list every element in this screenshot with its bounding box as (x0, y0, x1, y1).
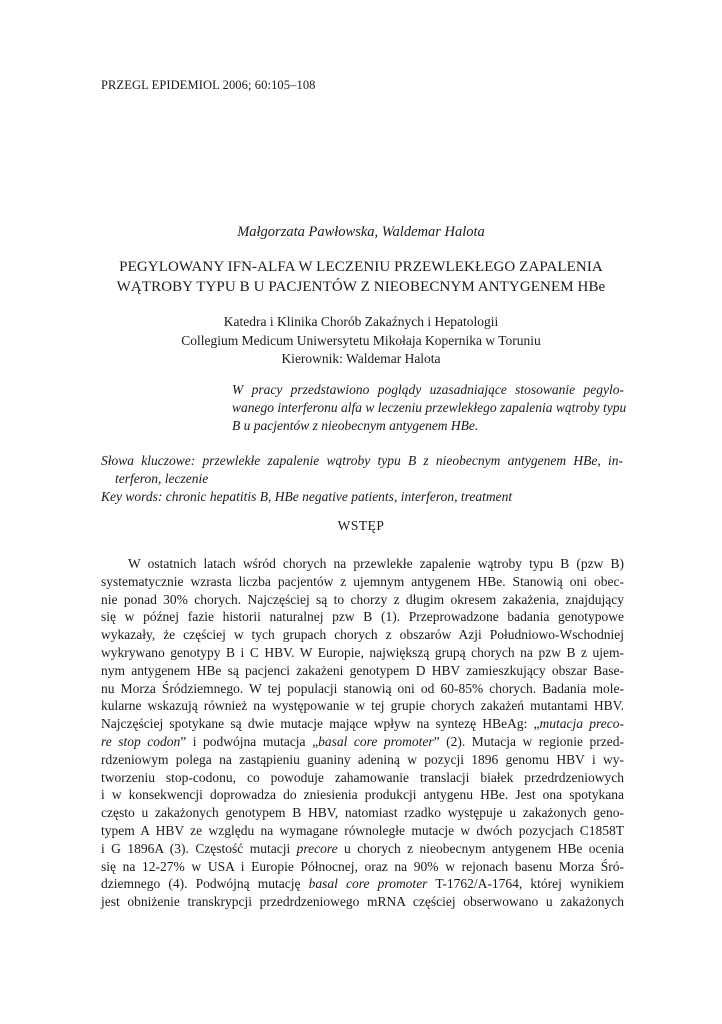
body-line (101, 875, 624, 893)
body-line: typem A HBV ze względu na wymagane równoległe mutacje w dwóch pozycjach C1858T (101, 822, 624, 838)
body-line: systematycznie wzrasta liczba pacjentów z ujemnym antygenem HBe. Stanowią oni obec- (101, 573, 624, 589)
body-text-run: dziemnego (4). Podwójną mutację (101, 876, 309, 892)
body-line: W ostatnich latach wśród chorych na przewlekłe zapalenie wątroby typu B (pzw B) (128, 556, 624, 571)
title-line-2: WĄTROBY TYPU B U PACJENTÓW Z NIEOBECNYM ANTYGENEM HBe (116, 279, 606, 295)
keywords-english: Key words: chronic hepatitis B, HBe negative patients, interferon, treatment (101, 489, 513, 504)
title-line-1: PEGYLOWANY IFN-ALFA W LECZENIU PRZEWLEKŁEGO ZAPALENIA (119, 259, 603, 275)
italic-term: precore (296, 840, 338, 856)
body-line: nu Morza Śródziemnego. W tej populacji stanowią oni od 60-85% chorych. Badania mole- (101, 680, 624, 696)
abstract-line: W pracy przedstawiono poglądy uzasadniające stosowanie pegylo- (232, 382, 624, 397)
body-line: wykrywano genotypy B i C HBV. W Europie, największą grupą chorych na pzw B z ujem- (101, 644, 624, 660)
body-line: i w konsekwencji doprowadza do zniesienia produkcji antygenu HBe. Jest ona spotykana (101, 787, 624, 803)
body-line: kularne wskazują również na występowanie w tej grupie chorych zakażeń mutantami HBV. (101, 698, 624, 714)
body-text-run: Najczęściej spotykane są dwie mutacje mające wpływ na syntezę HBeAg: „ (101, 716, 540, 732)
body-line: często u zakażonych genotypem B HBV, natomiast rzadko występuje u zakażonych geno- (101, 805, 624, 821)
body-text-run: u chorych z nieobecnym antygenem HBe ocenia (337, 840, 624, 856)
body-line: rdzeniowym polega na zastąpieniu guaniny adeniną w pozycji 1896 genomu HBV i wy- (101, 751, 624, 767)
article-title (101, 257, 621, 297)
body-text-run: ” i podwójna mutacja „ (180, 733, 319, 749)
body-text (101, 555, 624, 911)
body-text-run: i G 1896A (3). Częstość mutacji (101, 840, 297, 856)
journal-reference: PRZEGL EPIDEMIOL 2006; 60:105–108 (101, 78, 316, 92)
italic-term: basal core promoter (318, 733, 434, 749)
abstract-line: B u pacjentów z nieobecnym antygenem HBe. (232, 418, 479, 433)
body-line (101, 733, 624, 751)
italic-term: mutacja preco- (539, 716, 624, 732)
body-line (101, 715, 624, 733)
abstract (232, 381, 627, 435)
body-line: tworzeniu stop-codonu, co powoduje zahamowanie translacji białek przedrdzeniowych (101, 769, 624, 785)
affiliation-line-3: Kierownik: Waldemar Halota (281, 351, 441, 366)
body-line: się na 12-27% w USA i Europie Północnej, oraz na 90% w rejonach basenu Morza Śró- (101, 858, 624, 874)
body-line (101, 840, 624, 858)
italic-term: basal core promoter (308, 876, 428, 892)
keywords-polish-line-2: terferon, leczenie (115, 471, 209, 486)
body-line: wykazały, że częściej w tych grupach chorych z obszarów Azji Południowo-Wschodniej (101, 627, 624, 643)
affiliation-line-1: Katedra i Klinika Chorób Zakaźnych i Hepatologii (223, 314, 499, 329)
body-line: jest obniżenie transkrypcji przedrdzeniowego mRNA częściej obserwowano u zakażonych (101, 894, 624, 910)
abstract-line: wanego interferonu alfa w leczeniu przewlekłego zapalenia wątroby typu (232, 400, 627, 415)
affiliation-line-2: Collegium Medicum Uniwersytetu Mikołaja Kopernika w Toruniu (181, 332, 541, 348)
body-text-run: ” (2). Mutacja w regionie przed- (433, 733, 624, 749)
keywords (101, 452, 623, 506)
authors: Małgorzata Pawłowska, Waldemar Halota (237, 224, 485, 240)
body-line: nie ponad 30% chorych. Najczęściej są to chorzy z długim okresem zakażenia, znajdujący (101, 591, 624, 607)
body-text-run: T-1762/A-1764, której wynikiem (427, 876, 624, 892)
body-line: się w późnej fazie historii naturalnej pzw B (1). Przeprowadzone badania genotypowe (101, 609, 624, 625)
keywords-polish-line-1: Słowa kluczowe: przewlekłe zapalenie wątroby typu B z nieobecnym antygenem HBe, in- (101, 453, 623, 468)
italic-term: re stop codon (101, 733, 181, 749)
affiliation (101, 313, 621, 369)
body-line: nym antygenem HBe są pacjenci zakażeni genotypem D HBV zamieszkujący obszar Base- (101, 662, 624, 678)
section-heading: WSTĘP (337, 518, 385, 533)
